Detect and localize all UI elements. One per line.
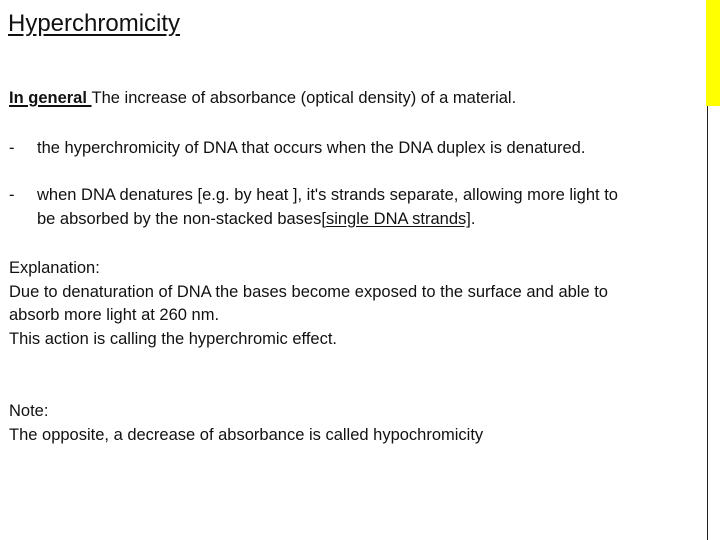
note-block (9, 400, 483, 447)
bullet-text-line-2-start: be absorbed by the non-stacked bases[ (37, 209, 326, 228)
explanation-line: absorb more light at 260 nm. (9, 306, 220, 324)
explanation-heading: Explanation: (9, 259, 100, 277)
definition-paragraph (9, 87, 516, 111)
bullet-text-underlined: single DNA strands] (325, 209, 471, 228)
bullet-text (37, 184, 618, 231)
accent-bar (706, 0, 720, 106)
explanation-line: Due to denaturation of DNA the bases become exposed to the surface and able to (9, 282, 608, 301)
explanation-line: This action is calling the hyperchromic effect. (9, 329, 338, 348)
bullet-marker: - (9, 139, 15, 157)
right-edge-bar (706, 0, 720, 540)
bullet-text-line-2-end: . (470, 209, 476, 228)
note-text: The opposite, a decrease of absorbance is called hypochromicity (9, 425, 484, 444)
slide-title: Hyperchromicity (8, 10, 181, 37)
bullet-text: the hyperchromicity of DNA that occurs when the DNA duplex is denatured. (37, 139, 586, 157)
explanation-block (9, 257, 608, 351)
bullet-marker: - (9, 186, 15, 204)
definition-emphasis: In general (9, 89, 92, 107)
definition-text: The increase of absorbance (optical density) of a material. (91, 89, 517, 107)
edge-divider (707, 106, 708, 540)
bullet-text-line-1: when DNA denatures [e.g. by heat ], it's strands separate, allowing more light to (37, 186, 618, 204)
note-heading: Note: (9, 402, 49, 420)
